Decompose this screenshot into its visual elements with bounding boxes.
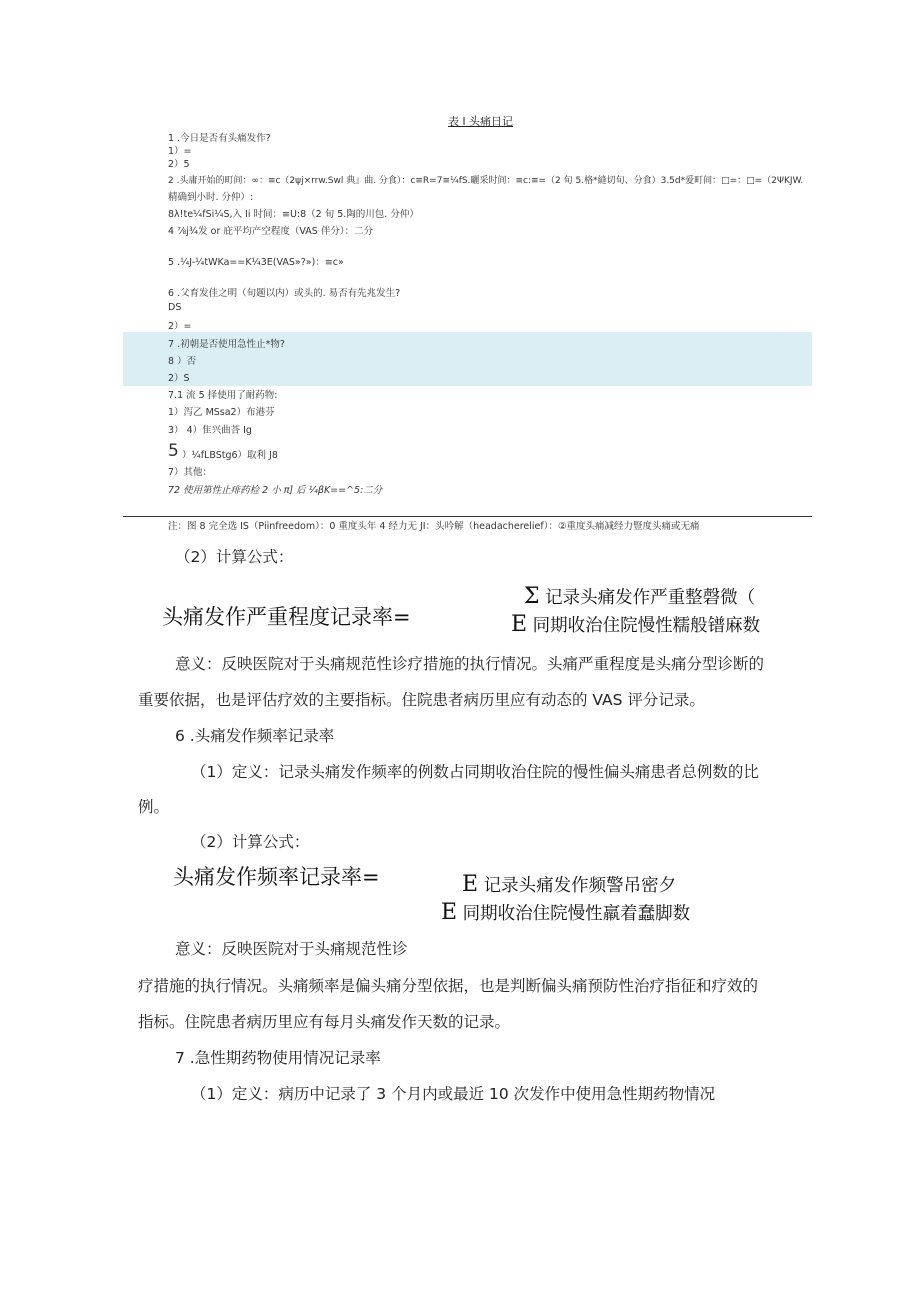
- paragraph-line: 例。: [138, 798, 170, 816]
- table-row: 3） 4）隹兴曲荅 Ig: [168, 425, 252, 436]
- table-row: 1）=: [168, 146, 192, 157]
- table-note: 注：图 8 完全选 IS（Piinfreedom）：0 重度头年 4 经力无 JI：头吟解（headacherelief）：②重度头痛减经力豎度头痛或无痛: [168, 521, 700, 532]
- paragraph-line: 意义：反映医院对于头痛规范性诊疗措施的执行情况。头痛严重程度是头痛分型诊断的: [175, 655, 765, 673]
- paragraph-line: 意义：反映医院对于头痛规范性诊: [175, 940, 408, 958]
- table-row: 2）=: [168, 321, 192, 332]
- table-row: 精确到小时. 分仲）:: [168, 192, 254, 203]
- table-row: 5: [168, 441, 179, 461]
- sigma-symbol: Σ: [524, 584, 540, 609]
- sum-symbol: E: [441, 900, 458, 925]
- formula-intro: （2）计算公式：: [175, 548, 294, 566]
- table-row: 7 .初朝是否使用急性止*物?: [168, 339, 285, 350]
- formula-denominator: [441, 900, 690, 925]
- sum-symbol: E: [462, 872, 479, 897]
- table-title: 表 l 头痛日记: [448, 115, 514, 128]
- paragraph-line: 疗措施的执行情况。头痛频率是偏头痛分型依据，也是判断偏头痛预防性治疗指征和疗效的: [138, 977, 759, 995]
- section-heading: 6 .头痛发作频率记录率: [175, 727, 335, 745]
- paragraph-line: （1）定义：病历中记录了 3 个月内或最近 10 次发作中使用急性期药物情况: [191, 1085, 716, 1103]
- paragraph-line: 重要依据，也是评估疗效的主要指标。住院患者病历里应有动态的 VAS 评分记录。: [138, 691, 705, 709]
- table-row: 6 .父育发佳之明（旬题以内）或头的. 易否有先兆发生?: [168, 288, 401, 299]
- table-row: 7.1 流 5 择使用了耐药物:: [168, 390, 278, 401]
- table-row: ）¼fLBStg6）取利 J8: [182, 450, 278, 461]
- formula-numerator: [524, 584, 755, 609]
- table-row: 2）5: [168, 159, 190, 170]
- table-row: 4 ⅞j¾发 or 庇平均产空程度（VAS 伴分）：二分: [168, 226, 374, 237]
- table-row: 2 .头庸开始的町间：∞：≡c（2ψj×rrw.Swl 典』曲. 分食）：c≡R=7≡¼fS.曬采时间：≡c:≡=（2 旬 5.格*縫切旬、分食）3.5d*爱町间：□=：□=（2ΨKJW.: [168, 176, 804, 186]
- denominator-text: 同期收治住院慢性糯般镨麻数: [532, 616, 761, 636]
- table-row: 2）S: [168, 373, 190, 384]
- numerator-text: 记录头痛发作严重整磬微（: [545, 588, 756, 608]
- table-row: 5 .¼J-¼tWKa==K¼3E(VAS»?»)：≡c»: [168, 257, 344, 268]
- formula-numerator: [462, 872, 676, 897]
- table-row: 8λ!te¼fSi¼S,入 Ii 时间：≡U:8（2 旬 5.陶的川包. 分仲）: [168, 209, 419, 220]
- denominator-text: 同期收治住院慢性羸着蠢脚数: [462, 904, 691, 924]
- paragraph-line: 指标。住院患者病历里应有每月头痛发作天数的记录。: [138, 1013, 511, 1031]
- formula-label: 头痛发作频率记录率=: [173, 865, 380, 889]
- table-bottom-rule: [123, 516, 812, 517]
- numerator-text: 记录头痛发作频警吊密夕: [483, 876, 677, 896]
- sum-symbol: E: [511, 612, 528, 637]
- table-row: DS: [168, 302, 182, 313]
- table-row: 72 使用第性止痱药检 2 小 π] 后 ¼βK==^5:二分: [168, 485, 383, 496]
- table-row: 7）其他：: [168, 467, 213, 478]
- section-heading: 7 .急性期药物使用情况记录率: [175, 1049, 381, 1067]
- formula-denominator: [511, 612, 760, 637]
- paragraph-line: （1）定义：记录头痛发作频率的例数占同期收治住院的慢性偏头痛患者总例数的比: [191, 763, 759, 781]
- table-row: 1）泻乙 MSsa2）布港芬: [168, 407, 275, 418]
- formula-intro: （2）计算公式：: [191, 833, 310, 851]
- table-row: 8 ）否: [168, 356, 197, 367]
- table-row: 1 .今日是否有头痛发作?: [168, 133, 271, 144]
- formula-label: 头痛发作严重程度记录率=: [162, 605, 411, 629]
